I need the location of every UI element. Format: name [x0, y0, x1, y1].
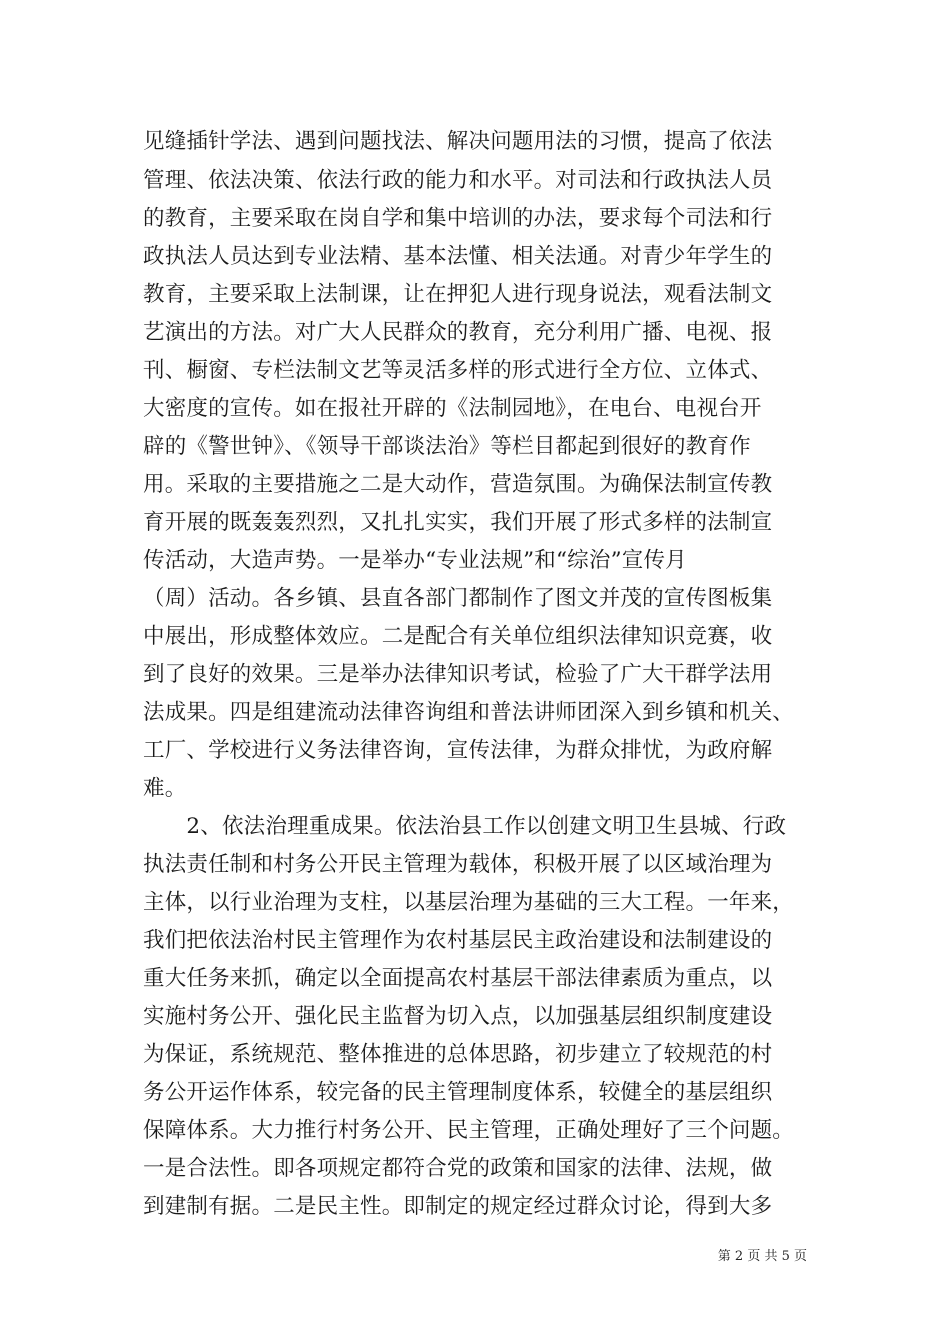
text-line: 重大任务来抓，确定以全面提高农村基层干部法律素质为重点，以 [143, 966, 773, 991]
text-line: 难。 [143, 776, 187, 801]
page-number: 第 2 页 共 5 页 [717, 1249, 807, 1264]
text-line: 见缝插针学法、遇到问题找法、解决问题用法的习惯，提高了依法 [143, 129, 773, 154]
text-line: 辟的《警世钟》、《领导干部谈法治》等栏目都起到很好的教育作 [143, 434, 751, 459]
text-line: 务公开运作体系，较完备的民主管理制度体系，较健全的基层组织 [143, 1080, 773, 1105]
text-line: 执法责任制和村务公开民主管理为载体，积极开展了以区域治理为 [143, 852, 773, 877]
text-line: 教育，主要采取上法制课，让在押犯人进行现身说法，观看法制文 [143, 282, 773, 307]
text-line: （周）活动。各乡镇、县直各部门都制作了图文并茂的宣传图板集 [143, 586, 773, 611]
text-line: 管理、依法决策、依法行政的能力和水平。对司法和行政执法人员 [143, 168, 773, 193]
text-line: 一是合法性。即各项规定都符合党的政策和国家的法律、法规，做 [143, 1156, 773, 1181]
text-line: 政执法人员达到专业法精、基本法懂、相关法通。对青少年学生的 [143, 244, 773, 269]
text-line: 大密度的宣传。如在报社开辟的《法制园地》，在电台、电视台开 [143, 396, 762, 421]
text-line: 实施村务公开、强化民主监督为切入点，以加强基层组织制度建设 [143, 1004, 773, 1029]
text-line: 工厂、学校进行义务法律咨询，宣传法律，为群众排忧，为政府解 [143, 738, 773, 763]
text-line: 2、依法治理重成果。依法治县工作以创建文明卫生县城、行政 [143, 814, 787, 839]
text-line: 刊、橱窗、专栏法制文艺等灵活多样的形式进行全方位、立体式、 [143, 358, 773, 383]
text-line: 育开展的既轰轰烈烈，又扎扎实实，我们开展了形式多样的法制宣 [143, 510, 773, 535]
text-line: 中展出，形成整体效应。二是配合有关单位组织法律知识竞赛，收 [143, 624, 773, 649]
text-line: 到建制有据。二是民主性。即制定的规定经过群众讨论，得到大多 [143, 1194, 773, 1219]
text-line: 到了良好的效果。三是举办法律知识考试，检验了广大干群学法用 [143, 662, 773, 687]
text-line: 我们把依法治村民主管理作为农村基层民主政治建设和法制建设的 [143, 928, 773, 953]
text-line: 传活动，大造声势。一是举办“专业法规”和“综治”宣传月 [143, 548, 687, 573]
text-line: 为保证，系统规范、整体推进的总体思路，初步建立了较规范的村 [143, 1042, 773, 1067]
text-line: 法成果。四是组建流动法律咨询组和普法讲师团深入到乡镇和机关、 [143, 700, 795, 725]
text-line: 用。采取的主要措施之二是大动作，营造氛围。为确保法制宣传教 [143, 472, 773, 497]
text-line: 保障体系。大力推行村务公开、民主管理，正确处理好了三个问题。 [143, 1118, 795, 1143]
text-line: 的教育，主要采取在岗自学和集中培训的办法，要求每个司法和行 [143, 206, 773, 231]
text-line: 主体，以行业治理为支柱，以基层治理为基础的三大工程。一年来， [143, 890, 795, 915]
text-line: 艺演出的方法。对广大人民群众的教育，充分利用广播、电视、报 [143, 320, 773, 345]
